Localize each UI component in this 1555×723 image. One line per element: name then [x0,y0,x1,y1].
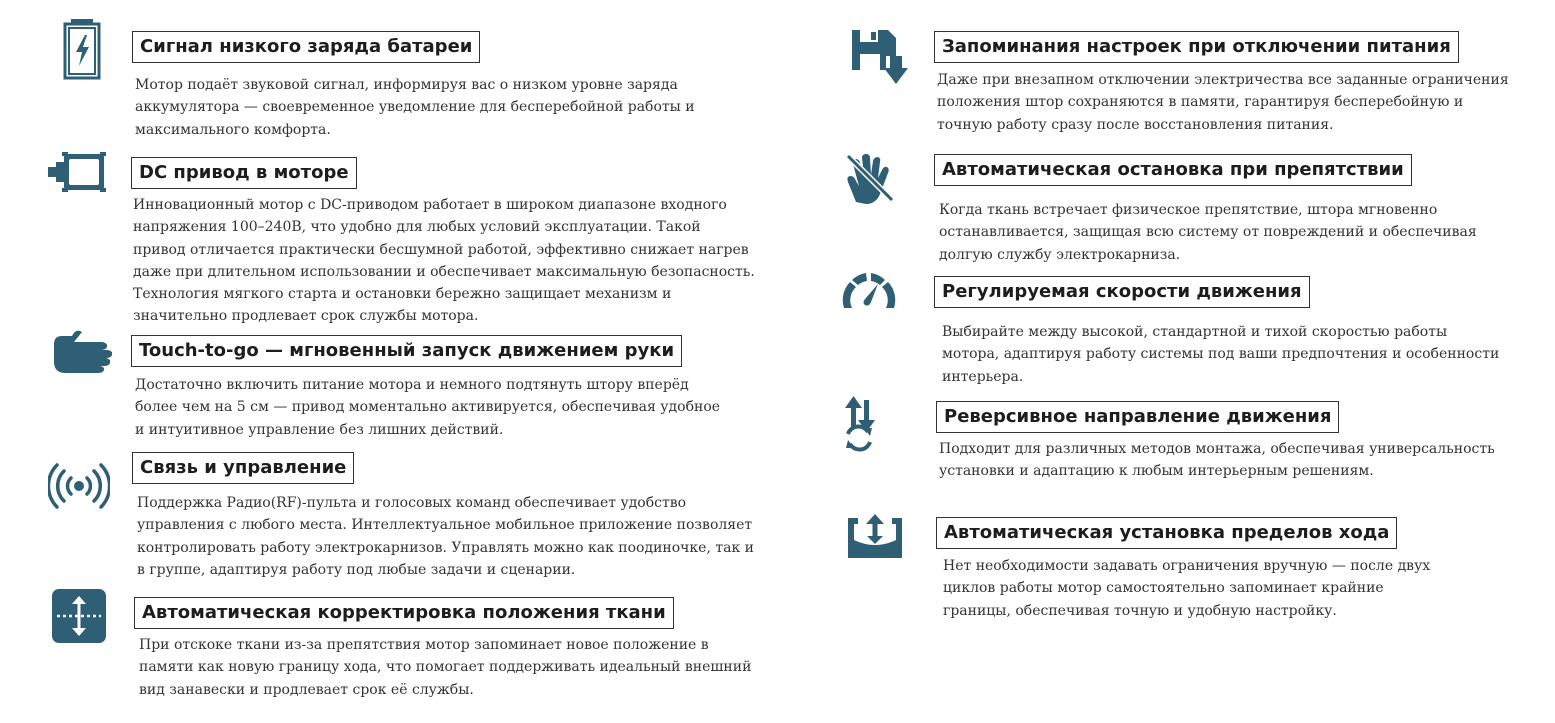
description-line: Технология мягкого старта и остановки бережно защищает механизм и [133,286,672,303]
description-line: границы, обеспечивая точную и удобную настройку. [943,602,1337,619]
reverse-direction-icon [830,392,892,454]
speedometer-icon [838,262,900,324]
save-download-icon [848,26,910,88]
description-line: При отскоке ткани из-за препятствия мотор запоминает новое положение в [139,637,709,653]
description-line: привод отличается практически бесшумной работой, эффективно снижает нагрев [133,241,749,258]
description-line: интерьера. [942,368,1024,385]
description-line: Подходит для различных методов монтажа, обеспечивая универсальность [939,441,1495,457]
description-line: положения штор сохраняются в памяти, гарантируя бесперебойную и [937,94,1464,111]
feature-title: Реверсивное направление движения [936,401,1339,433]
feature-description [942,321,1499,388]
dc-motor-icon [46,142,108,204]
limit-setting-icon [844,506,906,568]
adjust-position-icon [48,585,110,647]
hand-icon [52,322,114,384]
feature-description [133,194,755,328]
feature-title: Регулируемая скорости движения [934,276,1310,308]
feature-description [939,438,1495,483]
battery-charging-icon [52,18,114,80]
description-line: Выбирайте между высокой, стандартной и тихой скоростью работы [942,324,1448,340]
description-line: долгую службу электрокарниза. [939,246,1181,263]
description-line: Инновационный мотор с DC-приводом работает в широком диапазоне входного [133,197,727,213]
feature-title: Связь и управление [132,452,354,484]
description-line: мотора, адаптируя работу системы под ваши предпочтения и особенности [942,346,1500,363]
feature-description [943,555,1430,622]
feature-description [135,74,695,141]
description-line: Мотор подаёт звуковой сигнал, информируя вас о низком уровне заряда [135,77,678,93]
description-line: в группе, адаптируя работу под любые задачи и сценарии. [137,561,576,578]
description-line: и интуитивное управление без лишних действий. [135,421,504,438]
feature-description [937,69,1509,136]
description-line: Даже при внезапном отключении электричества все заданные ограничения [937,72,1509,88]
description-line: циклов работы мотор самостоятельно запоминает крайние [943,580,1384,597]
description-line: аккумулятора — своевременное уведомление для бесперебойной работы и [135,99,695,116]
description-line: управления с любого места. Интеллектуальное мобильное приложение позволяет [137,517,753,534]
description-line: напряжения 100–240В, что удобно для любых условий эксплуатации. Такой [133,219,701,236]
description-line: максимального комфорта. [135,121,331,138]
description-line: Нет необходимости задавать ограничения вручную — после двух [943,558,1431,574]
description-line: точную работу сразу после восстановления питания. [937,116,1334,133]
description-line: останавливается, защищая всю систему от повреждений и обеспечивая [939,224,1477,241]
feature-description [939,199,1477,266]
wireless-signal-icon [48,455,110,517]
feature-title: Touch-to-go — мгновенный запуск движением руки [131,335,682,367]
description-line: контролировать работу электрокарнизов. Управлять можно как поодиночке, так и [137,539,754,556]
description-line: установки и адаптацию к любым интерьерным решениям. [939,463,1374,480]
feature-title: Сигнал низкого заряда батареи [132,31,480,63]
description-line: Когда ткань встречает физическое препятствие, штора мгновенно [939,202,1438,218]
description-line: даже при длительном использовании и обеспечивает максимальную безопасность. [133,263,755,280]
feature-title: DC привод в моторе [131,157,357,189]
feature-title: Запоминания настроек при отключении питания [934,31,1459,63]
feature-title: Автоматическая остановка при препятствии [934,154,1412,186]
description-line: значительно продлевает срок службы мотора. [133,308,479,325]
feature-description [137,492,754,581]
stop-hand-icon [840,148,902,210]
feature-description [139,634,751,701]
description-line: памяти как новую границу хода, что помогает поддерживать идеальный внешний [139,659,752,676]
description-line: вид занавески и продлевает срок её службы. [139,681,474,698]
description-line: Поддержка Радио(RF)-пульта и голосовых команд обеспечивает удобство [137,495,687,511]
feature-title: Автоматическая корректировка положения ткани [134,597,674,629]
description-line: Достаточно включить питание мотора и немного подтянуть штору вперёд [135,377,689,393]
feature-title: Автоматическая установка пределов хода [936,517,1397,549]
feature-description [135,374,720,441]
description-line: более чем на 5 см — привод моментально активируется, обеспечивая удобное [135,399,721,416]
